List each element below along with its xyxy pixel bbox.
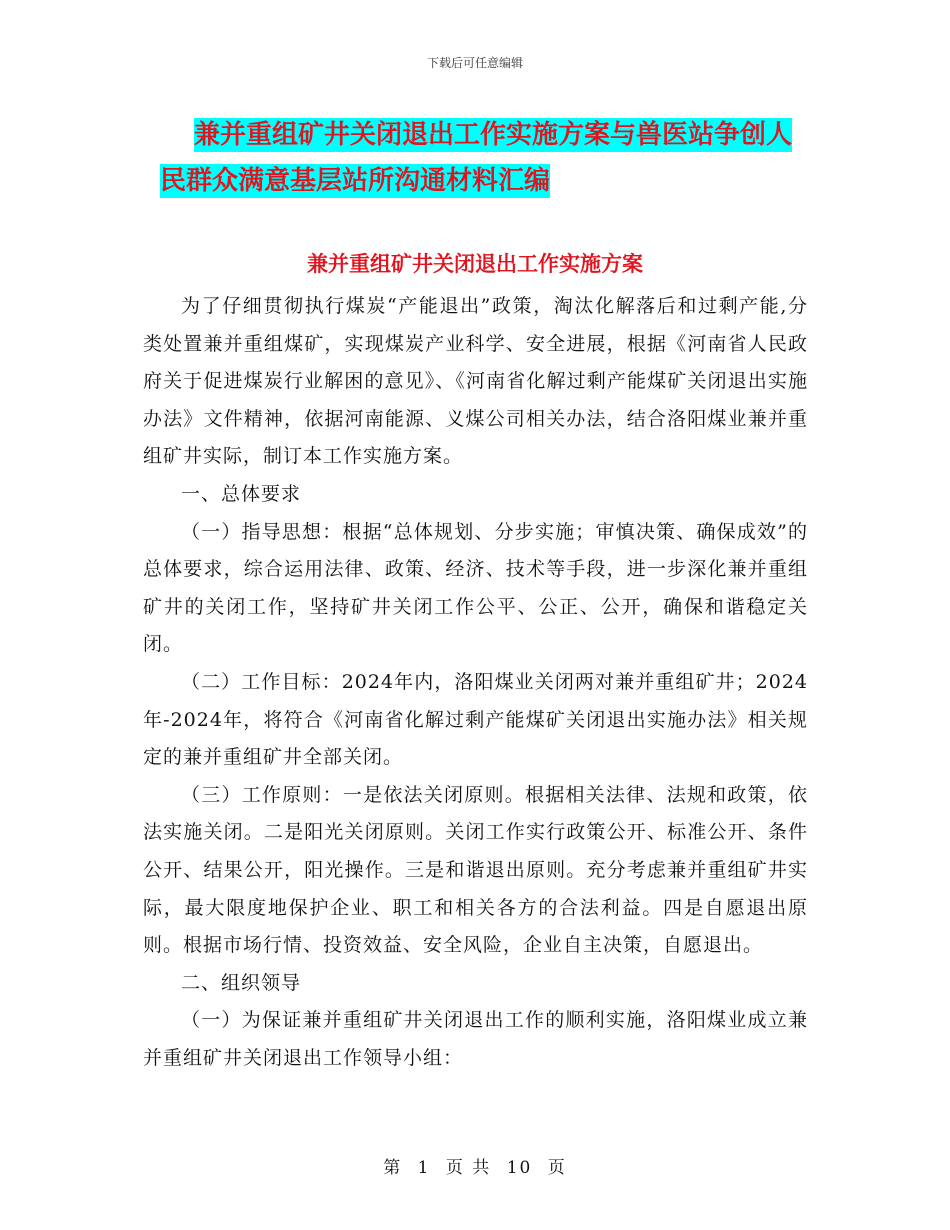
paragraph-heading: 一、总体要求 bbox=[181, 482, 302, 505]
paragraph: （一）指导思想：根据“总体规划、分步实施；审慎决策、确保成效”的总体要求，综合运用法律、政策、经济、技术等手段，进一步深化兼并重组矿井的关闭工作，坚持矿井关闭工作公平、公正、公开，确保和谐稳定关闭。 bbox=[143, 520, 808, 656]
footer-prefix: 第 bbox=[383, 1158, 403, 1178]
document-title bbox=[160, 112, 820, 204]
paragraph: （一）为保证兼并重组矿井关闭退出工作的顺利实施，洛阳煤业成立兼并重组矿井关闭退出工作领导小组： bbox=[143, 1009, 808, 1069]
document-body bbox=[143, 288, 808, 1077]
footer-suffix: 页 bbox=[547, 1158, 567, 1178]
page-total: 10 bbox=[506, 1158, 533, 1178]
paragraph-heading: 二、组织领导 bbox=[181, 971, 302, 994]
section-title: 兼并重组矿井关闭退出工作实施方案 bbox=[307, 252, 643, 276]
title-line-1: 兼并重组矿井关闭退出工作实施方案与兽医站争创人 bbox=[194, 120, 793, 150]
paragraph: 为了仔细贯彻执行煤炭“产能退出”政策，淘汰化解落后和过剩产能,分类处置兼并重组煤矿，实现煤炭产业科学、安全进展，根据《河南省人民政府关于促进煤炭行业解困的意见》、《河南省化解过剩产能煤矿关闭退出实施办法》文件精神，依据河南能源、义煤公司相关办法，结合洛阳煤业兼并重组矿井实际，制订本工作实施方案。 bbox=[143, 295, 808, 468]
footer-mid: 页 共 bbox=[445, 1158, 492, 1178]
header-note: 下载后可任意编辑 bbox=[426, 56, 523, 70]
title-line-2: 民群众满意基层站所沟通材料汇编 bbox=[160, 166, 551, 196]
paragraph: （三）工作原则：一是依法关闭原则。根据相关法律、法规和政策，依法实施关闭。二是阳光关闭原则。关闭工作实行政策公开、标准公开、条件公开、结果公开，阳光操作。三是和谐退出原则。充分考虑兼并重组矿井实际，最大限度地保护企业、职工和相关各方的合法利益。四是自愿退出原则。根据市场行情、投资效益、安全风险，企业自主决策，自愿退出。 bbox=[143, 783, 808, 957]
page-number: 1 bbox=[417, 1158, 431, 1178]
paragraph: （二）工作目标：2024年内，洛阳煤业关闭两对兼并重组矿井；2024年-2024年，将符合《河南省化解过剩产能煤矿关闭退出实施办法》相关规定的兼并重组矿井全部关闭。 bbox=[143, 670, 808, 769]
page-footer bbox=[0, 1153, 950, 1178]
